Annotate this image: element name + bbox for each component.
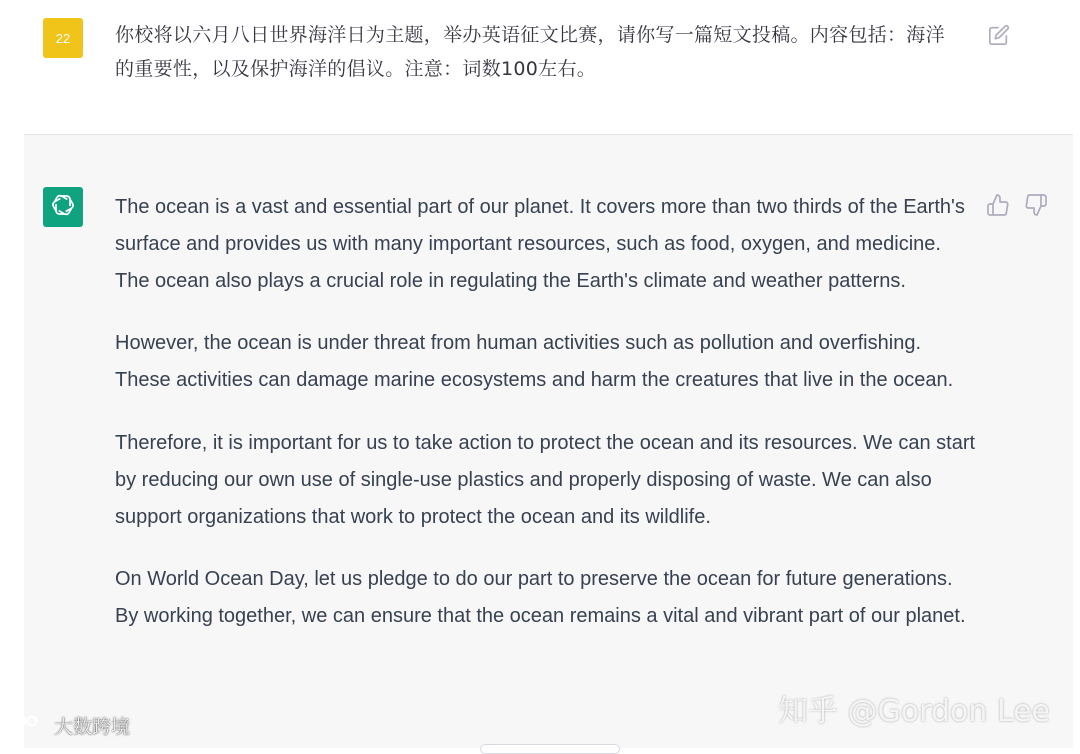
watermark-logo-icon: [8, 712, 48, 739]
watermark-left-text: 大数跨境: [54, 716, 131, 738]
watermark-right: 知乎 @Gordon Lee: [778, 694, 1050, 729]
user-message-text: 你校将以六月八日世界海洋日为主题，举办英语征文比赛，请你写一篇短文投稿。内容包括：海洋的重要性，以及保护海洋的倡议。注意：词数100左右。: [115, 24, 945, 80]
assistant-avatar: [43, 187, 83, 227]
user-avatar-label: 22: [55, 30, 71, 46]
regenerate-button[interactable]: [480, 744, 620, 754]
edit-icon[interactable]: [988, 24, 1010, 46]
watermark-left: [8, 712, 130, 739]
assistant-paragraph: Therefore, it is important for us to take action to protect the ocean and its resources. We can start by reducing our own use of single-use plastics and properly disposing of waste. We can also support organizations that work to protect the ocean and its wildlife.: [115, 431, 976, 528]
user-message: [0, 0, 1080, 134]
assistant-message-text: [115, 189, 977, 661]
assistant-paragraph: On World Ocean Day, let us pledge to do our part to preserve the ocean for future generations. By working together, we can ensure that the ocean remains a vital and vibrant part of our planet.: [115, 568, 966, 628]
thumbs-down-icon[interactable]: [1024, 193, 1048, 217]
openai-logo-icon: [50, 192, 76, 222]
assistant-paragraph: However, the ocean is under threat from human activities such as pollution and overfishing. These activities can damage marine ecosystems and harm the creatures that live in the ocean.: [115, 332, 954, 392]
assistant-paragraph: The ocean is a vast and essential part of our planet. It covers more than two thirds of the Earth's surface and provides us with many important resources, such as food, oxygen, and medicine. The ocean also plays a crucial role in regulating the Earth's climate and weather patterns.: [115, 196, 965, 292]
user-avatar: [43, 18, 83, 58]
thumbs-up-icon[interactable]: [986, 193, 1010, 217]
